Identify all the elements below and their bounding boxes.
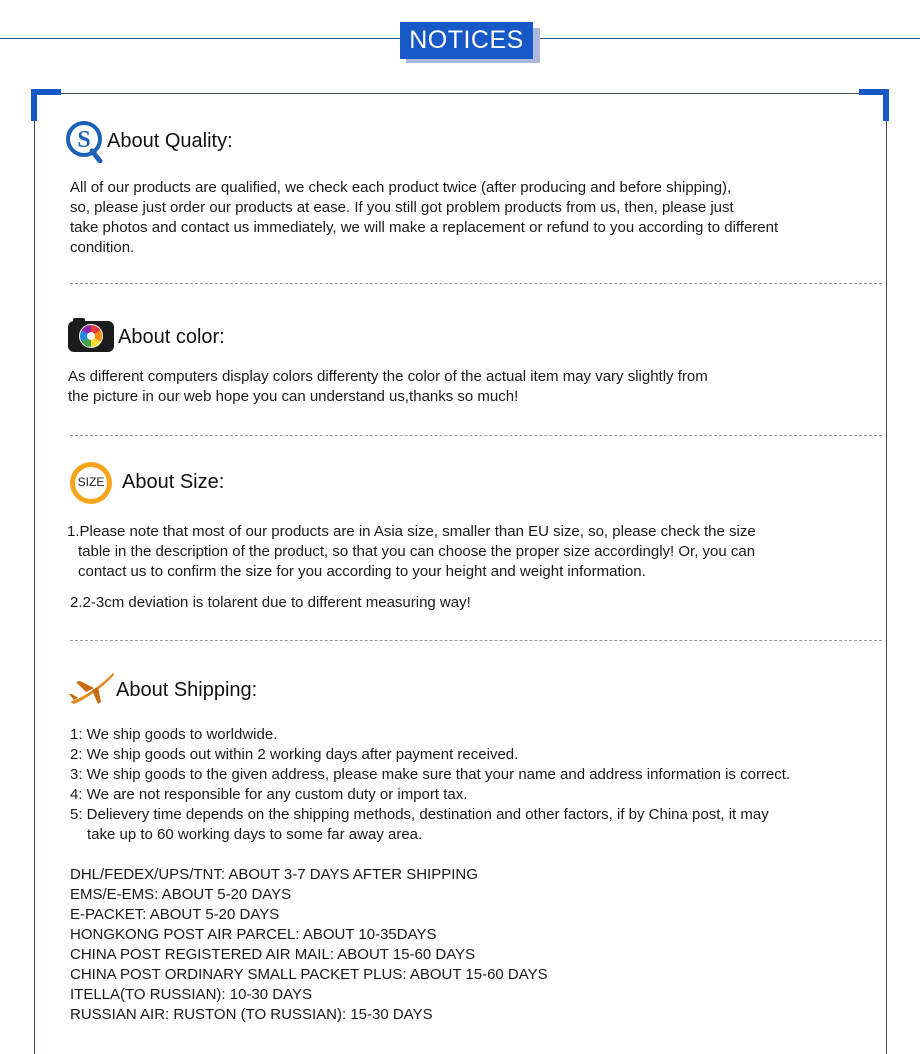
delivery-times: [70, 865, 548, 1025]
delivery-time-line: RUSSIAN AIR: RUSTON (TO RUSSIAN): 15-30 DAYS: [70, 1006, 433, 1023]
frame-corner-right-vertical: [883, 89, 889, 121]
shipping-line: 5: Delievery time depends on the shipping methods, destination and other factors, if by China post, it may: [70, 806, 769, 823]
delivery-time-line: HONGKONG POST AIR PARCEL: ABOUT 10-35DAYS: [70, 926, 437, 943]
size-item-1: [67, 522, 756, 582]
size-heading: About Size:: [122, 471, 225, 493]
size-item-2: 2.2-3cm deviation is tolarent due to different measuring way!: [70, 594, 471, 611]
quality-line: All of our products are qualified, we check each product twice (after producing and before shipping),: [70, 179, 732, 196]
size-line: table in the description of the product, so that you can choose the proper size accordingly! Or, you can: [78, 543, 756, 560]
shipping-line: 4: We are not responsible for any custom duty or import tax.: [70, 786, 468, 803]
frame-corner-left-vertical: [31, 89, 37, 121]
delivery-time-line: EMS/E-EMS: ABOUT 5-20 DAYS: [70, 886, 292, 903]
quality-line: take photos and contact us immediately, we will make a replacement or refund to you according to different: [70, 219, 779, 236]
delivery-time-line: DHL/FEDEX/UPS/TNT: ABOUT 3-7 DAYS AFTER SHIPPING: [70, 866, 478, 883]
shipping-line: 3: We ship goods to the given address, please make sure that your name and address information is correct.: [70, 766, 791, 783]
quality-line: condition.: [70, 239, 135, 256]
size-badge-icon: [68, 460, 114, 506]
color-text: [68, 367, 708, 407]
color-line: the picture in our web hope you can understand us,thanks so much!: [68, 388, 519, 405]
shipping-line: 1: We ship goods to worldwide.: [70, 726, 278, 743]
section-divider: [70, 640, 882, 641]
shipping-line: 2: We ship goods out within 2 working days after payment received.: [70, 746, 519, 763]
svg-text:S: S: [77, 127, 91, 153]
delivery-time-line: CHINA POST ORDINARY SMALL PACKET PLUS: ABOUT 15-60 DAYS: [70, 966, 548, 983]
color-heading: About color:: [118, 326, 225, 348]
shipping-line: take up to 60 working days to some far away area.: [87, 826, 423, 843]
notices-banner: NOTICES: [400, 22, 533, 59]
size-badge-text: SIZE: [77, 475, 105, 489]
section-divider: [70, 283, 882, 284]
delivery-time-line: ITELLA(TO RUSSIAN): 10-30 DAYS: [70, 986, 313, 1003]
size-line: contact us to confirm the size for you according to your height and weight information.: [78, 563, 646, 580]
section-divider: [70, 435, 882, 436]
size-line: 1.Please note that most of our products are in Asia size, smaller than EU size, so, please check the size: [67, 523, 756, 540]
quality-heading: About Quality:: [107, 130, 233, 152]
shipping-list: [70, 725, 790, 845]
color-line: As different computers display colors differenty the color of the actual item may vary slightly from: [68, 368, 708, 385]
delivery-time-line: E-PACKET: ABOUT 5-20 DAYS: [70, 906, 280, 923]
shipping-heading: About Shipping:: [116, 679, 258, 701]
quality-line: so, please just order our products at ease. If you still got problem products from us, then, please just: [70, 199, 734, 216]
airplane-icon: [68, 670, 116, 706]
quality-text: [70, 178, 778, 258]
quality-q-icon: [66, 121, 104, 163]
color-wheel-camera-icon: [67, 318, 115, 354]
delivery-time-line: CHINA POST REGISTERED AIR MAIL: ABOUT 15-60 DAYS: [70, 946, 476, 963]
